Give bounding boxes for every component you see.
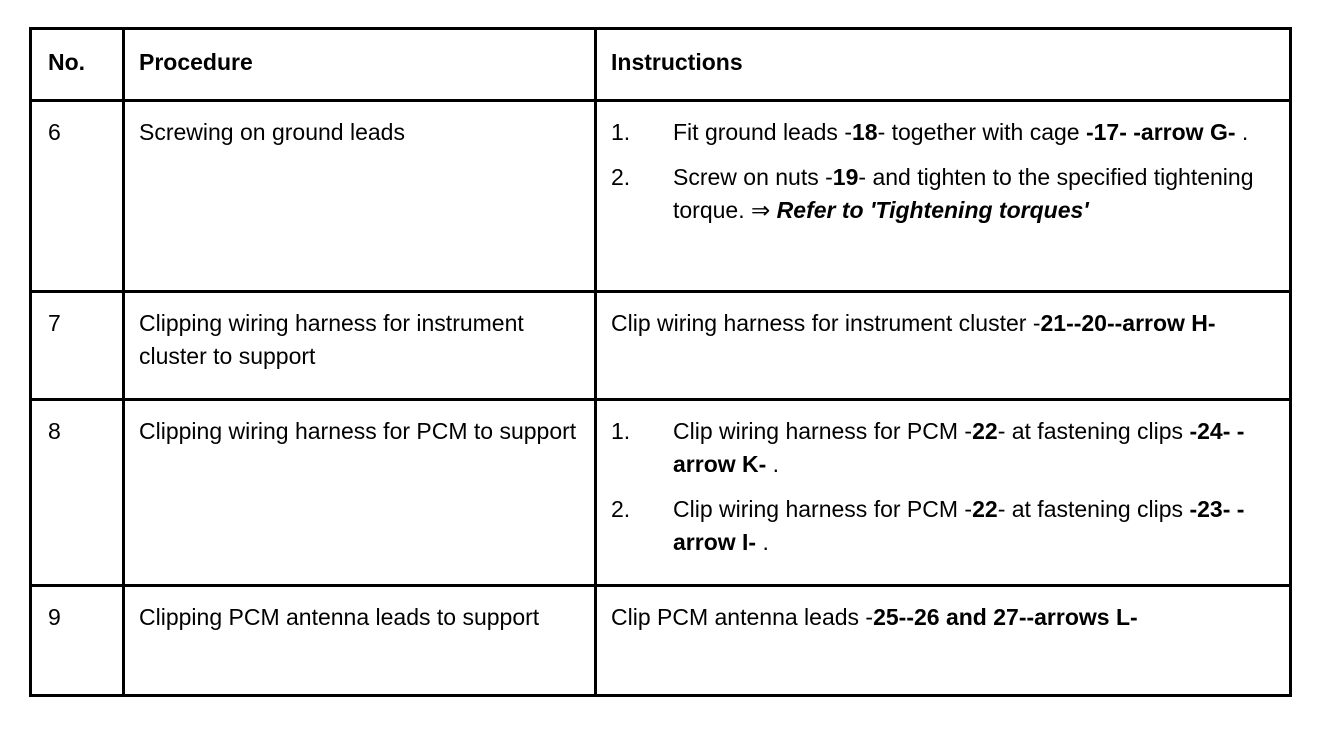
header-procedure: Procedure — [124, 29, 596, 101]
part-ref: -23- -arrow I- — [673, 496, 1245, 555]
header-row — [31, 29, 1291, 101]
text-run: Clip PCM antenna leads - — [611, 604, 874, 630]
text-run: . — [1235, 119, 1249, 145]
text-run: - at fastening clips — [997, 418, 1190, 444]
part-ref: 25--26 and 27--arrows L- — [873, 604, 1138, 630]
step-item — [611, 116, 1289, 149]
part-ref: 22 — [972, 418, 998, 444]
instructions-cell — [596, 292, 1291, 400]
text-run: Screw on nuts - — [673, 164, 833, 190]
step-item — [611, 493, 1289, 559]
instructions-cell — [596, 101, 1291, 292]
procedure-cell: Clipping PCM antenna leads to support — [124, 586, 596, 696]
part-ref: -24- -arrow K- — [673, 418, 1245, 477]
text-run: Fit ground leads - — [673, 119, 852, 145]
step-text — [673, 415, 1289, 481]
text-run: Clip wiring harness for instrument cluster - — [611, 310, 1041, 336]
row-number: 7 — [31, 292, 124, 400]
text-run: Clip wiring harness for PCM - — [673, 418, 973, 444]
step-number: 1. — [611, 119, 631, 145]
row-number: 6 — [31, 101, 124, 292]
part-ref: 19 — [832, 164, 859, 190]
text-run: . — [756, 529, 769, 555]
reference-link[interactable]: Refer to 'Tightening torques' — [776, 197, 1089, 223]
table-row — [31, 292, 1291, 400]
text-run: - and tighten to the specified tightening torque. ⇒ — [673, 164, 1254, 223]
table-row — [31, 101, 1291, 292]
header-no: No. — [31, 29, 124, 101]
step-list — [611, 116, 1289, 227]
instructions-cell — [596, 400, 1291, 586]
step-list — [611, 415, 1289, 559]
row-number: 8 — [31, 400, 124, 586]
procedure-cell: Clipping wiring harness for instrument cluster to support — [124, 292, 596, 400]
step-number: 2. — [611, 164, 631, 190]
text-run: Clip wiring harness for PCM - — [673, 496, 973, 522]
part-ref: 18 — [851, 119, 878, 145]
procedure-cell: Screwing on ground leads — [124, 101, 596, 292]
procedure-cell: Clipping wiring harness for PCM to support — [124, 400, 596, 586]
part-ref: -17- -arrow G- — [1085, 119, 1236, 145]
step-number: 1. — [611, 418, 631, 444]
row-number: 9 — [31, 586, 124, 696]
text-run: - together with cage — [877, 119, 1086, 145]
step-text — [673, 493, 1289, 559]
header-instructions: Instructions — [596, 29, 1291, 101]
part-ref: 22 — [972, 496, 998, 522]
step-item — [611, 161, 1289, 227]
step-number: 2. — [611, 496, 631, 522]
text-run: - at fastening clips — [997, 496, 1190, 522]
step-text — [673, 161, 1289, 227]
text-run: . — [766, 451, 780, 477]
step-item — [611, 415, 1289, 481]
part-ref: 21--20--arrow H- — [1040, 310, 1216, 336]
table-row — [31, 400, 1291, 586]
procedure-table — [29, 27, 1292, 697]
instructions-cell — [596, 586, 1291, 696]
table-row — [31, 586, 1291, 696]
step-text — [673, 116, 1289, 149]
